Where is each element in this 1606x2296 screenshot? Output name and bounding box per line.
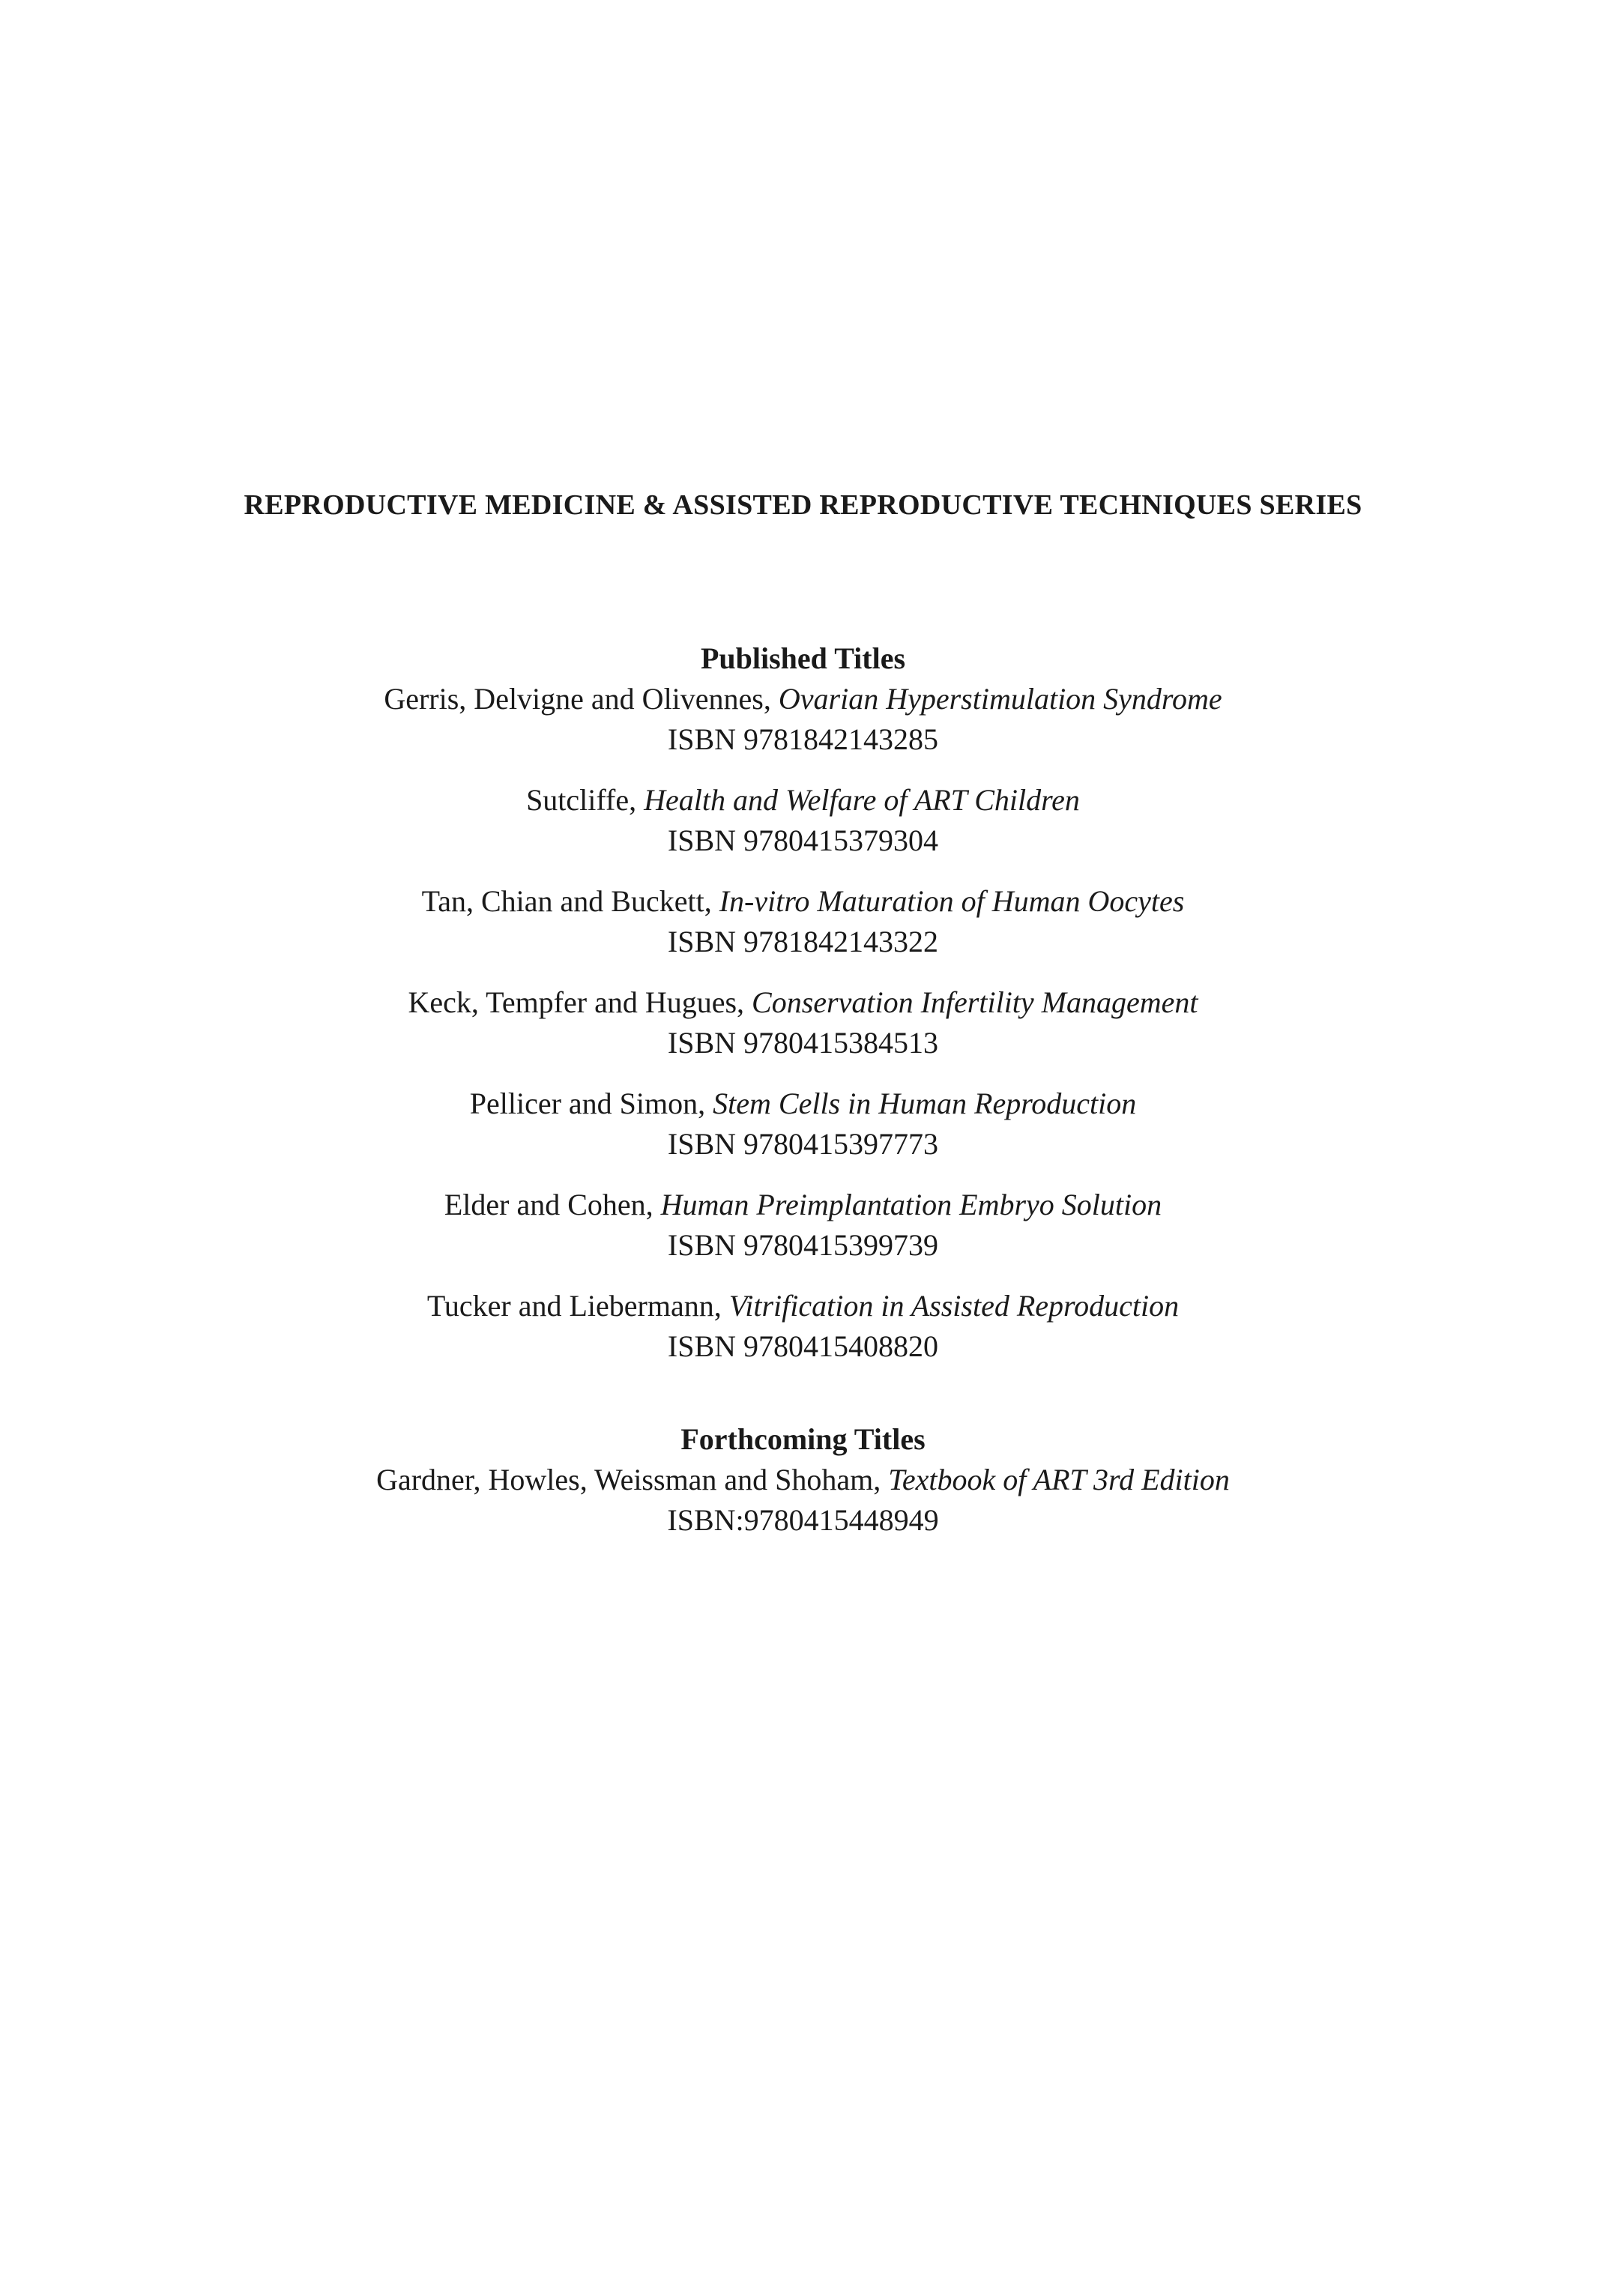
entry-authors: Tucker and Liebermann, xyxy=(426,1289,722,1323)
published-titles-heading: Published Titles xyxy=(700,641,906,675)
published-titles-section xyxy=(0,638,1606,1387)
entry-authors: Gardner, Howles, Weissman and Shoham, xyxy=(376,1463,881,1496)
forthcoming-titles-heading: Forthcoming Titles xyxy=(680,1422,926,1456)
entry-isbn: ISBN 9780415399739 xyxy=(667,1228,939,1262)
entry-isbn: ISBN 9780415384513 xyxy=(667,1026,939,1060)
entry-author-title-line xyxy=(0,1460,1606,1500)
entry-author-title-line xyxy=(0,679,1606,719)
entry-authors: Sutcliffe, xyxy=(526,783,637,817)
entry-authors: Gerris, Delvigne and Olivennes, xyxy=(384,682,771,716)
book-entry xyxy=(0,1185,1606,1266)
entry-author-title-line xyxy=(0,982,1606,1023)
entry-isbn: ISBN:9780415448949 xyxy=(667,1503,939,1537)
book-entry xyxy=(0,679,1606,760)
entry-isbn: ISBN 9781842143285 xyxy=(667,722,939,756)
entry-author-title-line xyxy=(0,780,1606,821)
entry-isbn: ISBN 9780415408820 xyxy=(667,1329,939,1363)
entry-title: In-vitro Maturation of Human Oocytes xyxy=(719,884,1185,918)
entry-title: Vitrification in Assisted Reproduction xyxy=(728,1289,1180,1323)
entry-title: Conservation Infertility Management xyxy=(752,985,1198,1019)
entry-isbn: ISBN 9780415397773 xyxy=(667,1127,939,1161)
entry-title: Ovarian Hyperstimulation Syndrome xyxy=(778,682,1222,716)
book-entry xyxy=(0,1084,1606,1164)
book-entry xyxy=(0,982,1606,1063)
book-entry xyxy=(0,1286,1606,1367)
entry-author-title-line xyxy=(0,1286,1606,1326)
book-entry xyxy=(0,780,1606,861)
entry-title: Textbook of ART 3rd Edition xyxy=(888,1463,1230,1496)
entry-authors: Elder and Cohen, xyxy=(444,1188,653,1221)
entry-authors: Keck, Tempfer and Hugues, xyxy=(408,985,745,1019)
entry-title: Human Preimplantation Embryo Solution xyxy=(660,1188,1162,1221)
entry-author-title-line xyxy=(0,881,1606,922)
entry-authors: Tan, Chian and Buckett, xyxy=(421,884,712,918)
entry-authors: Pellicer and Simon, xyxy=(469,1087,706,1120)
entry-isbn: ISBN 9780415379304 xyxy=(667,824,939,857)
book-entry xyxy=(0,1460,1606,1541)
forthcoming-titles-section xyxy=(0,1419,1606,1561)
entry-title: Health and Welfare of ART Children xyxy=(644,783,1080,817)
entry-title: Stem Cells in Human Reproduction xyxy=(713,1087,1137,1120)
entry-author-title-line xyxy=(0,1185,1606,1225)
book-entry xyxy=(0,881,1606,962)
entry-author-title-line xyxy=(0,1084,1606,1124)
entry-isbn: ISBN 9781842143322 xyxy=(667,925,939,958)
series-heading: REPRODUCTIVE MEDICINE & ASSISTED REPRODUCTIVE TECHNIQUES SERIES xyxy=(244,489,1362,521)
